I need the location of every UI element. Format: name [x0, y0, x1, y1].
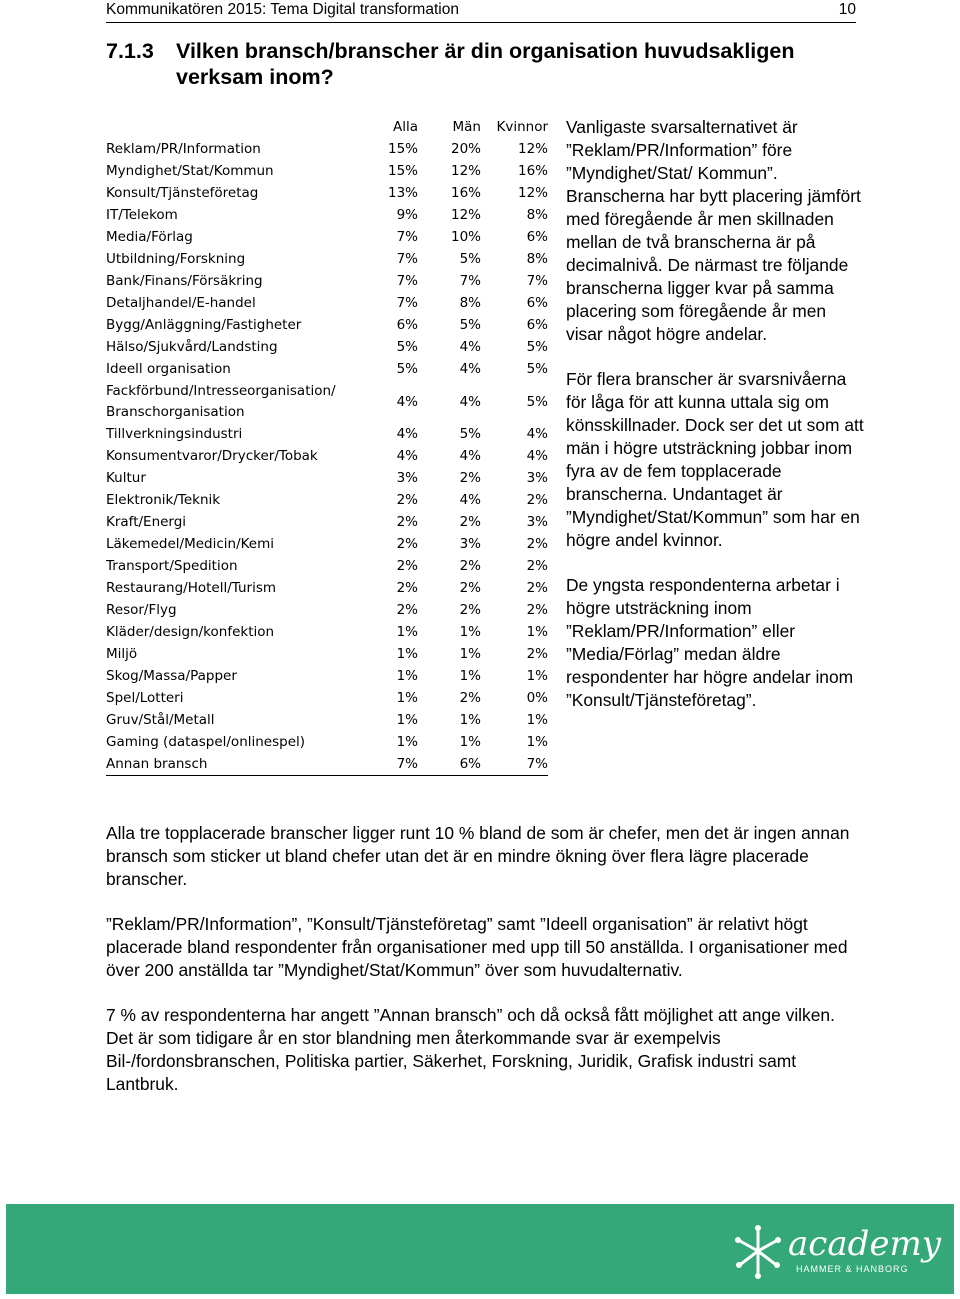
table-row: [106, 753, 548, 775]
industry-name-cell: Skog/Massa/Papper: [106, 668, 237, 684]
industry-name-cell: Ideell organisation: [106, 361, 231, 377]
column-header-industry: [106, 116, 368, 138]
man-value-cell: 1%: [459, 734, 481, 750]
kvinnor-value-cell: 2%: [526, 646, 548, 662]
industry-name-cell: Fackförbund/Intresseorganisation/ Branschorganisation: [106, 382, 336, 420]
man-value-cell: 16%: [450, 185, 481, 201]
alla-value-cell: 1%: [396, 712, 418, 728]
table-row: [106, 204, 548, 226]
kvinnor-value-cell: 3%: [526, 514, 548, 530]
table-row: [106, 226, 548, 248]
kvinnor-value-cell: 4%: [526, 448, 548, 464]
man-value-cell: 20%: [450, 141, 481, 157]
industry-table: [106, 116, 548, 776]
man-value-cell: 12%: [450, 207, 481, 223]
alla-value-cell: 4%: [396, 448, 418, 464]
industry-name-cell: Transport/Spedition: [106, 558, 238, 574]
kvinnor-value-cell: 2%: [526, 602, 548, 618]
side-commentary: [566, 116, 866, 734]
man-value-cell: 4%: [459, 361, 481, 377]
table-row: [106, 182, 548, 204]
alla-value-cell: 7%: [396, 251, 418, 267]
industry-name-cell: Spel/Lotteri: [106, 690, 184, 706]
man-value-cell: 2%: [459, 470, 481, 486]
table-row: [106, 160, 548, 182]
table-body: [106, 138, 548, 775]
industry-name-cell: Miljö: [106, 646, 138, 662]
alla-value-cell: 15%: [387, 141, 418, 157]
table-row: [106, 358, 548, 380]
alla-value-cell: 7%: [396, 229, 418, 245]
table-row: [106, 731, 548, 753]
alla-value-cell: 9%: [396, 207, 418, 223]
table-row: [106, 445, 548, 467]
man-value-cell: 8%: [459, 295, 481, 311]
kvinnor-value-cell: 2%: [526, 492, 548, 508]
kvinnor-value-cell: 1%: [526, 734, 548, 750]
kvinnor-value-cell: 5%: [526, 339, 548, 355]
industry-name-cell: Media/Förlag: [106, 229, 193, 245]
industry-name-cell: Kläder/design/konfektion: [106, 624, 275, 640]
starburst-icon: [734, 1224, 782, 1279]
alla-value-cell: 5%: [396, 339, 418, 355]
alla-value-cell: 2%: [396, 514, 418, 530]
table-row: [106, 380, 548, 423]
alla-value-cell: 1%: [396, 734, 418, 750]
table-row: [106, 467, 548, 489]
alla-value-cell: 1%: [396, 690, 418, 706]
industry-name-cell: Detaljhandel/E-handel: [106, 295, 256, 311]
man-value-cell: 5%: [459, 251, 481, 267]
industry-name-cell: IT/Telekom: [106, 207, 178, 223]
table-row: [106, 489, 548, 511]
industry-name-cell: Reklam/PR/Information: [106, 141, 261, 157]
table-row: [106, 314, 548, 336]
alla-value-cell: 1%: [396, 624, 418, 640]
man-value-cell: 4%: [459, 448, 481, 464]
industry-name-cell: Myndighet/Stat/Kommun: [106, 163, 274, 179]
section-heading: [106, 38, 846, 90]
kvinnor-value-cell: 6%: [526, 317, 548, 333]
industry-name-cell: Tillverkningsindustri: [106, 426, 243, 442]
man-value-cell: 4%: [459, 393, 481, 410]
kvinnor-value-cell: 1%: [526, 624, 548, 640]
industry-name-cell: Läkemedel/Medicin/Kemi: [106, 536, 275, 552]
man-value-cell: 2%: [459, 690, 481, 706]
table-header-row: [106, 116, 548, 138]
alla-value-cell: 6%: [396, 317, 418, 333]
body-paragraph-3: 7 % av respondenterna har angett ”Annan bransch” och då också fått möjlighet att ange vilken. Det är som tidigare år en stor blandning men återkommande svar är exempelvis Bil-/fordonsbranschen, Politiska partier, Säkerhet, Forskning, Juridik, Grafisk industri samt Lantbruk.: [106, 1005, 835, 1094]
table-row: [106, 138, 548, 160]
logo-subtitle: HAMMER & HANBORG: [796, 1264, 909, 1274]
industry-name-cell: Konsumentvaror/Drycker/Tobak: [106, 448, 318, 464]
kvinnor-value-cell: 4%: [526, 426, 548, 442]
table-row: [106, 577, 548, 599]
table-row: [106, 709, 548, 731]
alla-value-cell: 2%: [396, 536, 418, 552]
table-row: [106, 643, 548, 665]
body-paragraph-2: ”Reklam/PR/Information”, ”Konsult/Tjänsteföretag” samt ”Ideell organisation” är relativt högt placerade bland respondenter från organisationer med upp till 50 anställda. I organisationer med över 200 anställda tar ”Myndighet/Stat/Kommun” över som huvudalternativ.: [106, 914, 848, 980]
man-value-cell: 5%: [459, 317, 481, 333]
man-value-cell: 4%: [459, 492, 481, 508]
table-row: [106, 336, 548, 358]
man-value-cell: 2%: [459, 558, 481, 574]
kvinnor-value-cell: 5%: [526, 361, 548, 377]
man-value-cell: 1%: [459, 712, 481, 728]
kvinnor-value-cell: 7%: [526, 755, 548, 772]
kvinnor-value-cell: 0%: [526, 690, 548, 706]
heading-line-2: verksam inom?: [176, 65, 334, 89]
alla-value-cell: 2%: [396, 580, 418, 596]
table-row: [106, 555, 548, 577]
table-row: [106, 248, 548, 270]
industry-name-cell: Konsult/Tjänsteföretag: [106, 185, 259, 201]
industry-name-cell: Resor/Flyg: [106, 602, 177, 618]
table-row: [106, 270, 548, 292]
kvinnor-value-cell: 1%: [526, 712, 548, 728]
man-value-cell: 1%: [459, 646, 481, 662]
alla-value-cell: 1%: [396, 646, 418, 662]
table-row: [106, 599, 548, 621]
man-value-cell: 2%: [459, 514, 481, 530]
kvinnor-value-cell: 8%: [526, 251, 548, 267]
side-paragraph-1: Vanligaste svarsalternativet är ”Reklam/PR/Information” före ”Myndighet/Stat/ Kommun”. Branscherna har bytt placering jämfört med föregående år men skillnaden mellan de två branscherna är på decimalnivå. De närmast tre följande branscherna ligger kvar på samma placering som föregående år men visar något högre andelar.: [566, 117, 861, 344]
industry-name-cell: Gaming (dataspel/onlinespel): [106, 734, 306, 750]
alla-value-cell: 15%: [387, 163, 418, 179]
industry-name-cell: Hälso/Sjukvård/Landsting: [106, 339, 278, 355]
academy-logo: [734, 1224, 941, 1279]
table-row: [106, 687, 548, 709]
kvinnor-value-cell: 6%: [526, 229, 548, 245]
side-paragraph-2: För flera branscher är svarsnivåerna för låga för att kunna uttala sig om könsskillnader. Dock ser det ut som att män i högre utsträckning jobbar inom fyra av de fem topplacerade branscherna. Undantaget är ”Myndighet/Stat/Kommun” som har en högre andel kvinnor.: [566, 369, 864, 550]
alla-value-cell: 3%: [396, 470, 418, 486]
man-value-cell: 3%: [459, 536, 481, 552]
alla-value-cell: 13%: [387, 185, 418, 201]
industry-name-cell: Elektronik/Teknik: [106, 492, 221, 508]
man-value-cell: 12%: [450, 163, 481, 179]
table-row: [106, 533, 548, 555]
man-value-cell: 4%: [459, 339, 481, 355]
industry-name-cell: Annan bransch: [106, 755, 208, 772]
page-number: 10: [838, 1, 856, 18]
body-paragraph-1: Alla tre topplacerade branscher ligger runt 10 % bland de som är chefer, men det är ingen annan bransch som sticker ut bland chefer utan det är en mindre ökning över flera lägre placerade branscher.: [106, 823, 850, 889]
side-paragraph-3: De yngsta respondenterna arbetar i högre utsträckning inom ”Reklam/PR/Information” eller ”Media/Förlag” medan äldre respondenter har högre andelar inom ”Konsult/Tjänsteföretag”.: [566, 575, 854, 710]
kvinnor-value-cell: 5%: [526, 393, 548, 410]
header-title: Kommunikatören 2015: Tema Digital transformation: [106, 1, 459, 18]
man-value-cell: 7%: [459, 273, 481, 289]
kvinnor-value-cell: 12%: [517, 141, 548, 157]
kvinnor-value-cell: 12%: [517, 185, 548, 201]
alla-value-cell: 4%: [396, 393, 418, 410]
alla-value-cell: 7%: [396, 295, 418, 311]
man-value-cell: 1%: [459, 624, 481, 640]
man-value-cell: 5%: [459, 426, 481, 442]
alla-value-cell: 2%: [396, 492, 418, 508]
alla-value-cell: 2%: [396, 558, 418, 574]
table-row: [106, 292, 548, 314]
heading-line-1: Vilken bransch/branscher är din organisation huvudsakligen: [176, 39, 795, 63]
man-value-cell: 10%: [450, 229, 481, 245]
kvinnor-value-cell: 1%: [526, 668, 548, 684]
table-row: [106, 511, 548, 533]
man-value-cell: 2%: [459, 580, 481, 596]
alla-value-cell: 5%: [396, 361, 418, 377]
column-header-alla: Alla: [392, 119, 418, 135]
table-row: [106, 665, 548, 687]
industry-name-cell: Bank/Finans/Försäkring: [106, 273, 263, 289]
kvinnor-value-cell: 2%: [526, 558, 548, 574]
kvinnor-value-cell: 3%: [526, 470, 548, 486]
man-value-cell: 1%: [459, 668, 481, 684]
man-value-cell: 2%: [459, 602, 481, 618]
page-header: [106, 0, 856, 23]
kvinnor-value-cell: 2%: [526, 580, 548, 596]
kvinnor-value-cell: 8%: [526, 207, 548, 223]
alla-value-cell: 7%: [396, 755, 418, 772]
industry-name-cell: Kultur: [106, 470, 146, 486]
alla-value-cell: 4%: [396, 426, 418, 442]
column-header-kvinnor: Kvinnor: [496, 119, 548, 135]
table-row: [106, 621, 548, 643]
alla-value-cell: 2%: [396, 602, 418, 618]
body-text: [106, 822, 866, 1118]
logo-wordmark: academy: [788, 1224, 941, 1264]
table-row: [106, 423, 548, 445]
section-number: 7.1.3: [106, 39, 154, 63]
industry-name-cell: Utbildning/Forskning: [106, 251, 246, 267]
kvinnor-value-cell: 7%: [526, 273, 548, 289]
kvinnor-value-cell: 2%: [526, 536, 548, 552]
alla-value-cell: 7%: [396, 273, 418, 289]
kvinnor-value-cell: 16%: [517, 163, 548, 179]
kvinnor-value-cell: 6%: [526, 295, 548, 311]
industry-name-cell: Bygg/Anläggning/Fastigheter: [106, 317, 302, 333]
industry-name-cell: Restaurang/Hotell/Turism: [106, 580, 277, 596]
column-header-man: Män: [452, 119, 481, 135]
man-value-cell: 6%: [459, 755, 481, 772]
footer-band: [6, 1204, 954, 1294]
industry-name-cell: Kraft/Energi: [106, 514, 187, 530]
industry-name-cell: Gruv/Stål/Metall: [106, 712, 215, 728]
alla-value-cell: 1%: [396, 668, 418, 684]
